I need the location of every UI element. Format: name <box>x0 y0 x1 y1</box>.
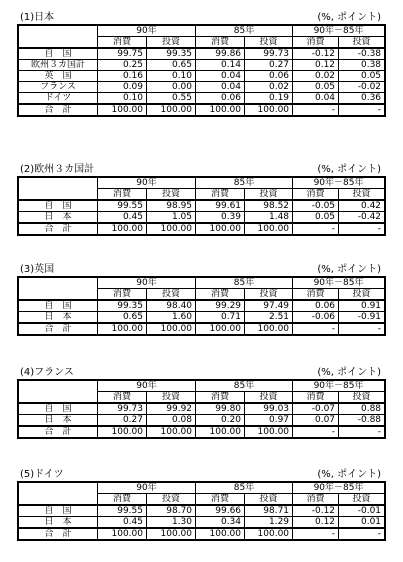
row-label: 自 国 <box>19 48 98 60</box>
share-table <box>18 277 385 335</box>
total-row <box>19 528 385 540</box>
header-diff: 90年－85年 <box>293 381 385 392</box>
header-diff: 90年－85年 <box>293 278 385 289</box>
cell: 0.65 <box>98 312 147 324</box>
header-90: 90年 <box>98 178 196 189</box>
cell: 0.88 <box>339 403 385 415</box>
cell: 1.05 <box>147 212 196 224</box>
cell: 0.05 <box>293 82 339 93</box>
cell: 99.75 <box>98 48 147 60</box>
table-row <box>19 60 385 71</box>
cell: 98.95 <box>147 200 196 212</box>
cell: 0.65 <box>147 60 196 71</box>
header-inv: 投資 <box>339 289 385 301</box>
cell: 99.80 <box>196 403 245 415</box>
cell: 98.70 <box>147 505 196 517</box>
cell: 0.27 <box>245 60 293 71</box>
row-label: 日 本 <box>19 312 98 324</box>
cell: -0.91 <box>339 312 385 324</box>
header-cons: 消費 <box>98 189 147 201</box>
header-inv: 投資 <box>245 494 293 506</box>
cell: 99.55 <box>98 200 147 212</box>
header-85: 85年 <box>196 483 293 494</box>
header-cons: 消費 <box>196 494 245 506</box>
header-90: 90年 <box>98 381 196 392</box>
cell: 100.00 <box>147 323 196 335</box>
header-85: 85年 <box>196 278 293 289</box>
cell: 97.49 <box>245 300 293 312</box>
table-row <box>19 93 385 105</box>
cell: 0.06 <box>245 71 293 82</box>
cell: 100.00 <box>245 104 293 116</box>
cell: 0.01 <box>339 517 385 529</box>
header-90: 90年 <box>98 278 196 289</box>
cell: 0.02 <box>245 82 293 93</box>
cell: 0.06 <box>293 300 339 312</box>
cell: 1.60 <box>147 312 196 324</box>
section-title: (3)英国 <box>20 264 55 275</box>
header-inv: 投資 <box>339 189 385 201</box>
cell: -0.07 <box>293 403 339 415</box>
cell: -0.12 <box>293 505 339 517</box>
header-inv: 投資 <box>147 494 196 506</box>
cell: 100.00 <box>98 528 147 540</box>
cell: 0.55 <box>147 93 196 105</box>
cell: 0.04 <box>196 71 245 82</box>
header-cons: 消費 <box>196 189 245 201</box>
row-label: 合 計 <box>19 528 98 540</box>
cell: 0.02 <box>293 71 339 82</box>
cell: 99.03 <box>245 403 293 415</box>
corner-cell <box>19 483 98 506</box>
header-85: 85年 <box>196 381 293 392</box>
share-table <box>18 380 385 438</box>
cell: 99.73 <box>245 48 293 60</box>
table-row <box>19 415 385 427</box>
table-row <box>19 48 385 60</box>
cell: 100.00 <box>147 104 196 116</box>
cell: -0.06 <box>293 312 339 324</box>
header-85: 85年 <box>196 178 293 189</box>
cell: 99.55 <box>98 505 147 517</box>
share-table <box>18 177 385 235</box>
table-row <box>19 403 385 415</box>
cell: 1.48 <box>245 212 293 224</box>
header-inv: 投資 <box>147 289 196 301</box>
cell: 100.00 <box>245 223 293 235</box>
header-inv: 投資 <box>245 392 293 404</box>
header-inv: 投資 <box>147 392 196 404</box>
header-90: 90年 <box>98 483 196 494</box>
row-label: 合 計 <box>19 426 98 438</box>
cell: 100.00 <box>98 323 147 335</box>
cell: 100.00 <box>196 528 245 540</box>
cell: 98.52 <box>245 200 293 212</box>
cell: 0.36 <box>339 93 385 105</box>
cell: 99.61 <box>196 200 245 212</box>
header-cons: 消費 <box>98 37 147 49</box>
table-row <box>19 71 385 82</box>
cell: 99.86 <box>196 48 245 60</box>
cell: 0.10 <box>98 93 147 105</box>
cell: -0.88 <box>339 415 385 427</box>
cell: 100.00 <box>196 223 245 235</box>
row-label: 日 本 <box>19 212 98 224</box>
row-label: 自 国 <box>19 505 98 517</box>
header-90: 90年 <box>98 26 196 37</box>
cell: -0.38 <box>339 48 385 60</box>
cell: 0.97 <box>245 415 293 427</box>
cell: 100.00 <box>196 323 245 335</box>
header-diff: 90年－85年 <box>293 178 385 189</box>
row-label: 合 計 <box>19 223 98 235</box>
table-row <box>19 200 385 212</box>
cell: - <box>293 528 339 540</box>
header-diff: 90年－85年 <box>293 26 385 37</box>
cell: 0.08 <box>147 415 196 427</box>
cell: 0.39 <box>196 212 245 224</box>
cell: - <box>339 426 385 438</box>
header-inv: 投資 <box>245 189 293 201</box>
row-label: 合 計 <box>19 323 98 335</box>
cell: 0.06 <box>196 93 245 105</box>
cell: -0.05 <box>293 200 339 212</box>
header-cons: 消費 <box>196 289 245 301</box>
cell: - <box>339 223 385 235</box>
header-cons: 消費 <box>196 37 245 49</box>
cell: - <box>293 223 339 235</box>
header-cons: 消費 <box>293 289 339 301</box>
table-row <box>19 517 385 529</box>
cell: 0.12 <box>293 517 339 529</box>
row-label: 自 国 <box>19 403 98 415</box>
header-cons: 消費 <box>293 494 339 506</box>
cell: 1.29 <box>245 517 293 529</box>
cell: 0.12 <box>293 60 339 71</box>
cell: -0.02 <box>339 82 385 93</box>
header-diff: 90年－85年 <box>293 483 385 494</box>
cell: 99.35 <box>147 48 196 60</box>
table-row <box>19 300 385 312</box>
cell: 99.92 <box>147 403 196 415</box>
cell: - <box>293 426 339 438</box>
cell: - <box>339 104 385 116</box>
corner-cell <box>19 178 98 201</box>
header-cons: 消費 <box>293 189 339 201</box>
header-inv: 投資 <box>245 37 293 49</box>
header-row-years <box>19 381 385 392</box>
header-inv: 投資 <box>339 37 385 49</box>
corner-cell <box>19 26 98 49</box>
section-title: (1)日本 <box>20 12 55 23</box>
header-85: 85年 <box>196 26 293 37</box>
header-inv: 投資 <box>147 189 196 201</box>
cell: 0.00 <box>147 82 196 93</box>
cell: 0.07 <box>293 415 339 427</box>
cell: 100.00 <box>245 528 293 540</box>
unit-label: (%, ポイント) <box>317 12 381 23</box>
header-cons: 消費 <box>196 392 245 404</box>
cell: 0.20 <box>196 415 245 427</box>
row-label: 英 国 <box>19 71 98 82</box>
cell: 0.45 <box>98 212 147 224</box>
total-row <box>19 104 385 116</box>
cell: 0.04 <box>293 93 339 105</box>
header-cons: 消費 <box>98 494 147 506</box>
share-table <box>18 482 385 540</box>
row-label: 日 本 <box>19 415 98 427</box>
row-label: 自 国 <box>19 300 98 312</box>
cell: 100.00 <box>98 223 147 235</box>
header-inv: 投資 <box>147 37 196 49</box>
cell: - <box>339 323 385 335</box>
header-inv: 投資 <box>245 289 293 301</box>
unit-label: (%, ポイント) <box>317 264 381 275</box>
cell: 1.30 <box>147 517 196 529</box>
unit-label: (%, ポイント) <box>317 367 381 378</box>
cell: 100.00 <box>196 104 245 116</box>
cell: 100.00 <box>98 426 147 438</box>
table-row <box>19 212 385 224</box>
header-row-years <box>19 178 385 189</box>
cell: 0.27 <box>98 415 147 427</box>
cell: 0.38 <box>339 60 385 71</box>
cell: 0.14 <box>196 60 245 71</box>
cell: 0.05 <box>293 212 339 224</box>
total-row <box>19 426 385 438</box>
cell: 100.00 <box>196 426 245 438</box>
row-label: フランス <box>19 82 98 93</box>
corner-cell <box>19 278 98 301</box>
cell: 99.73 <box>98 403 147 415</box>
total-row <box>19 223 385 235</box>
cell: 100.00 <box>147 223 196 235</box>
header-cons: 消費 <box>98 289 147 301</box>
header-row-years <box>19 483 385 494</box>
cell: 98.71 <box>245 505 293 517</box>
cell: 0.19 <box>245 93 293 105</box>
cell: 0.45 <box>98 517 147 529</box>
cell: 100.00 <box>98 104 147 116</box>
cell: 0.16 <box>98 71 147 82</box>
section-title: (4)フランス <box>20 367 74 378</box>
cell: - <box>339 528 385 540</box>
header-cons: 消費 <box>98 392 147 404</box>
cell: -0.01 <box>339 505 385 517</box>
row-label: 合 計 <box>19 104 98 116</box>
cell: - <box>293 323 339 335</box>
cell: 0.09 <box>98 82 147 93</box>
table-row <box>19 82 385 93</box>
table-row <box>19 312 385 324</box>
cell: 99.35 <box>98 300 147 312</box>
cell: 0.71 <box>196 312 245 324</box>
row-label: 自 国 <box>19 200 98 212</box>
header-cons: 消費 <box>293 392 339 404</box>
corner-cell <box>19 381 98 404</box>
header-row-years <box>19 278 385 289</box>
cell: -0.12 <box>293 48 339 60</box>
header-inv: 投資 <box>339 494 385 506</box>
cell: 0.91 <box>339 300 385 312</box>
cell: 0.42 <box>339 200 385 212</box>
share-table <box>18 25 385 116</box>
cell: 0.05 <box>339 71 385 82</box>
cell: -0.42 <box>339 212 385 224</box>
cell: 98.40 <box>147 300 196 312</box>
header-inv: 投資 <box>339 392 385 404</box>
total-row <box>19 323 385 335</box>
section-title: (2)欧州３カ国計 <box>20 164 95 175</box>
cell: 100.00 <box>245 323 293 335</box>
section-title: (5)ドイツ <box>20 469 64 480</box>
cell: 100.00 <box>147 426 196 438</box>
cell: 0.25 <box>98 60 147 71</box>
row-label: 欧州３カ国計 <box>19 60 98 71</box>
row-label: 日 本 <box>19 517 98 529</box>
cell: 0.34 <box>196 517 245 529</box>
cell: 99.66 <box>196 505 245 517</box>
cell: 2.51 <box>245 312 293 324</box>
row-label: ドイツ <box>19 93 98 105</box>
cell: 100.00 <box>147 528 196 540</box>
unit-label: (%, ポイント) <box>317 164 381 175</box>
unit-label: (%, ポイント) <box>317 469 381 480</box>
cell: 0.04 <box>196 82 245 93</box>
cell: 0.10 <box>147 71 196 82</box>
header-cons: 消費 <box>293 37 339 49</box>
cell: 99.29 <box>196 300 245 312</box>
header-row-years <box>19 26 385 37</box>
cell: 100.00 <box>245 426 293 438</box>
cell: - <box>293 104 339 116</box>
table-row <box>19 505 385 517</box>
